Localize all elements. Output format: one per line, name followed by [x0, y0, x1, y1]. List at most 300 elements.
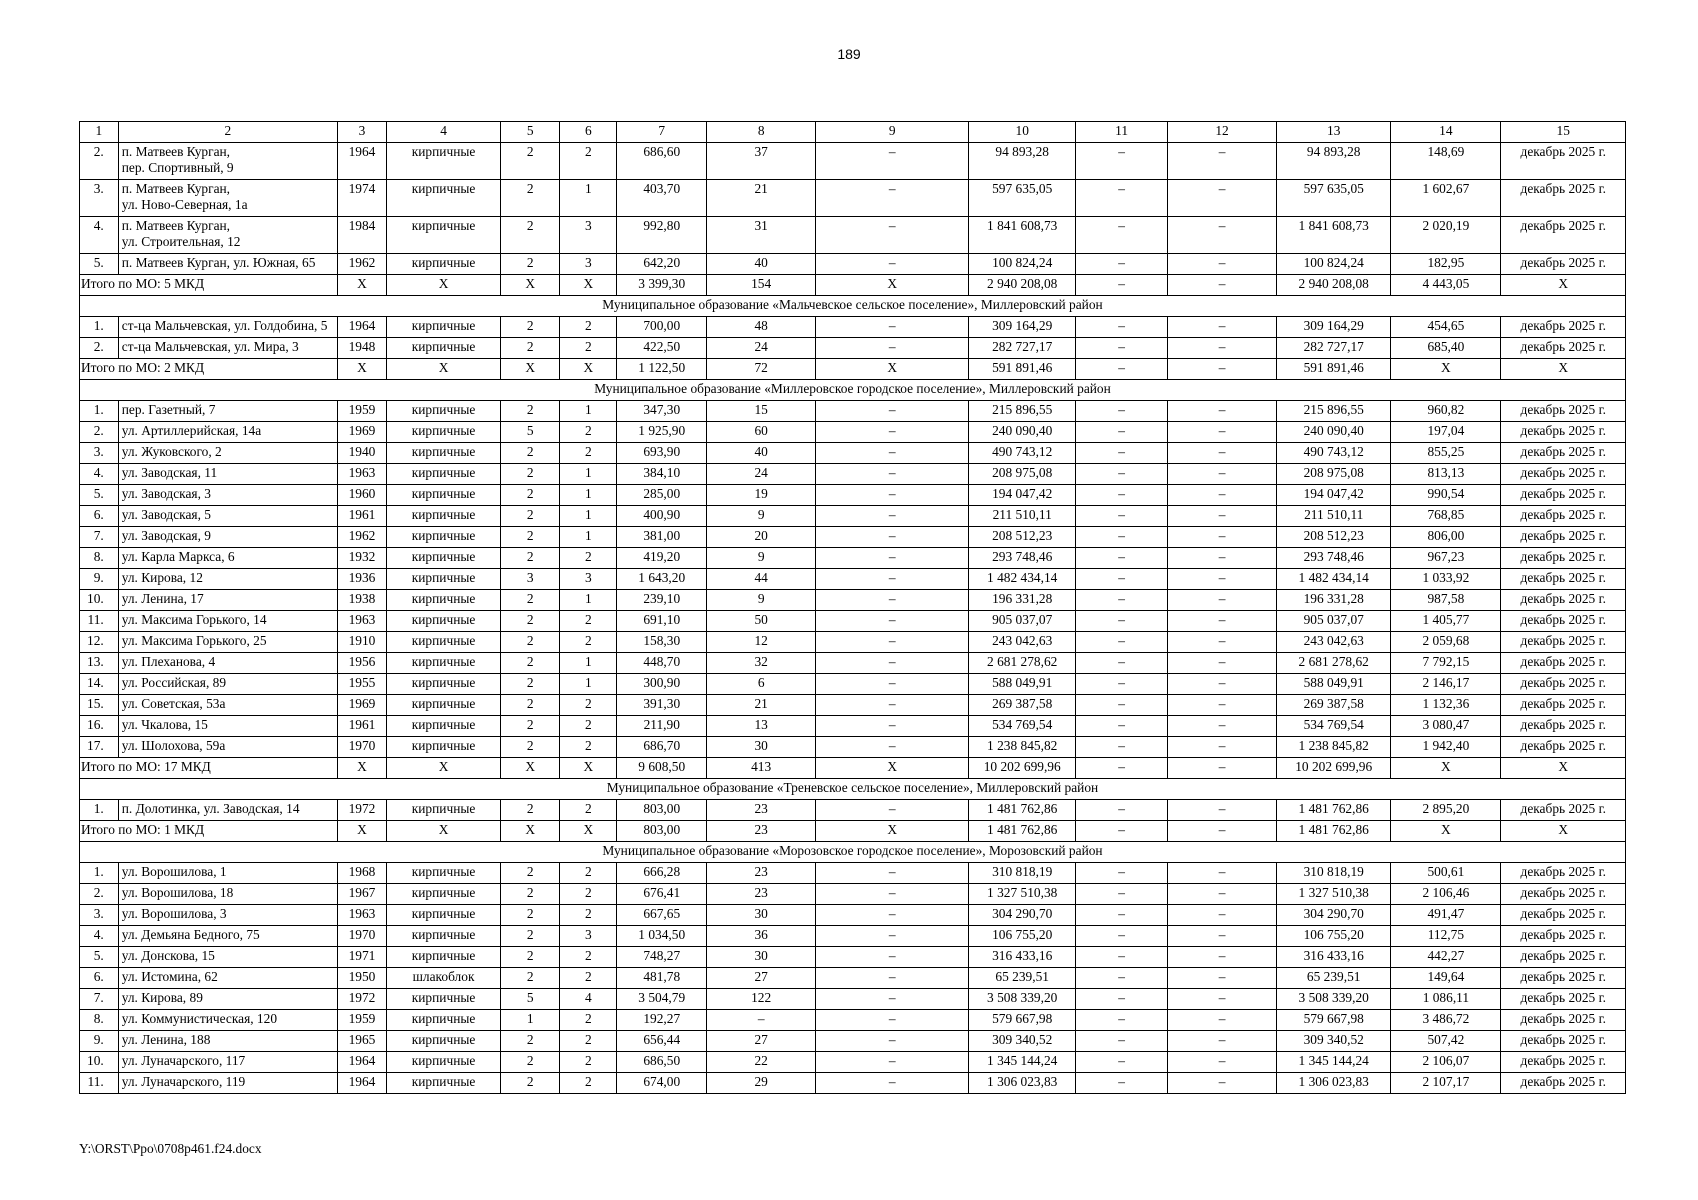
cost-owners: 1 238 845,82: [1277, 737, 1391, 758]
total-total-area: 9 608,50: [617, 758, 707, 779]
wall-material: кирпичные: [386, 1073, 500, 1094]
entrances: 2: [560, 611, 617, 632]
row-number: 7.: [80, 527, 119, 548]
total-label: Итого по МО: 1 МКД: [80, 821, 338, 842]
deadline: декабрь 2025 г.: [1501, 737, 1626, 758]
cost-per-sqm: 1 132,36: [1391, 695, 1501, 716]
total-deadline: X: [1501, 758, 1626, 779]
section-row: [80, 779, 1626, 800]
entrances: 1: [560, 485, 617, 506]
total-year-built: X: [338, 821, 387, 842]
wall-material: кирпичные: [386, 1031, 500, 1052]
cost-total: 588 049,91: [969, 674, 1076, 695]
floors: 2: [501, 527, 560, 548]
total-label: Итого по МО: 17 МКД: [80, 758, 338, 779]
col-9: –: [816, 968, 969, 989]
total-col-11: –: [1076, 758, 1168, 779]
entrances: 3: [560, 569, 617, 590]
floors: 2: [501, 590, 560, 611]
col-12: –: [1168, 674, 1277, 695]
col-12: –: [1168, 401, 1277, 422]
cost-total: 1 327 510,38: [969, 884, 1076, 905]
col-11: –: [1076, 611, 1168, 632]
cost-total: 309 164,29: [969, 317, 1076, 338]
total-col-11: –: [1076, 821, 1168, 842]
cost-owners: 100 824,24: [1277, 254, 1391, 275]
cost-per-sqm: 500,61: [1391, 863, 1501, 884]
col-12: –: [1168, 695, 1277, 716]
year-built: 1968: [338, 863, 387, 884]
total-wall-material: X: [386, 821, 500, 842]
col-9: –: [816, 632, 969, 653]
year-built: 1962: [338, 254, 387, 275]
col-9: –: [816, 317, 969, 338]
cost-owners: 1 327 510,38: [1277, 884, 1391, 905]
total-area: 674,00: [617, 1073, 707, 1094]
year-built: 1910: [338, 632, 387, 653]
floors: 2: [501, 674, 560, 695]
residents: 29: [707, 1073, 816, 1094]
address: ул. Ворошилова, 3: [118, 905, 337, 926]
table-row: [80, 569, 1626, 590]
cost-per-sqm: 806,00: [1391, 527, 1501, 548]
floors: 2: [501, 548, 560, 569]
col-11: –: [1076, 317, 1168, 338]
col-9: –: [816, 1031, 969, 1052]
header-cell: 2: [118, 122, 337, 143]
cost-per-sqm: 3 486,72: [1391, 1010, 1501, 1031]
row-number: 5.: [80, 485, 119, 506]
col-11: –: [1076, 926, 1168, 947]
total-row: [80, 821, 1626, 842]
total-total-area: 803,00: [617, 821, 707, 842]
col-9: –: [816, 695, 969, 716]
header-cell: 14: [1391, 122, 1501, 143]
total-cost-per-sqm: X: [1391, 821, 1501, 842]
col-12: –: [1168, 485, 1277, 506]
table-row: [80, 317, 1626, 338]
entrances: 2: [560, 905, 617, 926]
cost-owners: 106 755,20: [1277, 926, 1391, 947]
col-9: –: [816, 422, 969, 443]
total-cost-total: 1 481 762,86: [969, 821, 1076, 842]
cost-owners: 94 893,28: [1277, 143, 1391, 180]
year-built: 1959: [338, 1010, 387, 1031]
col-9: –: [816, 506, 969, 527]
floors: 2: [501, 653, 560, 674]
year-built: 1974: [338, 180, 387, 217]
cost-per-sqm: 1 033,92: [1391, 569, 1501, 590]
total-area: 693,90: [617, 443, 707, 464]
year-built: 1936: [338, 569, 387, 590]
cost-per-sqm: 507,42: [1391, 1031, 1501, 1052]
deadline: декабрь 2025 г.: [1501, 905, 1626, 926]
col-11: –: [1076, 180, 1168, 217]
cost-owners: 1 345 144,24: [1277, 1052, 1391, 1073]
year-built: 1932: [338, 548, 387, 569]
entrances: 1: [560, 180, 617, 217]
year-built: 1938: [338, 590, 387, 611]
total-row: [80, 359, 1626, 380]
col-11: –: [1076, 527, 1168, 548]
table-row: [80, 989, 1626, 1010]
col-11: –: [1076, 143, 1168, 180]
address: ул. Заводская, 9: [118, 527, 337, 548]
header-cell: 7: [617, 122, 707, 143]
entrances: 2: [560, 863, 617, 884]
total-area: 656,44: [617, 1031, 707, 1052]
year-built: 1950: [338, 968, 387, 989]
header-cell: 15: [1501, 122, 1626, 143]
wall-material: кирпичные: [386, 716, 500, 737]
col-9: –: [816, 800, 969, 821]
total-area: 748,27: [617, 947, 707, 968]
entrances: 3: [560, 254, 617, 275]
address: ул. Кирова, 89: [118, 989, 337, 1010]
cost-total: 1 345 144,24: [969, 1052, 1076, 1073]
col-9: –: [816, 653, 969, 674]
cost-per-sqm: 855,25: [1391, 443, 1501, 464]
year-built: 1940: [338, 443, 387, 464]
address: ул. Максима Горького, 14: [118, 611, 337, 632]
col-11: –: [1076, 217, 1168, 254]
col-12: –: [1168, 590, 1277, 611]
cost-total: 905 037,07: [969, 611, 1076, 632]
entrances: 2: [560, 338, 617, 359]
row-number: 2.: [80, 422, 119, 443]
entrances: 2: [560, 143, 617, 180]
floors: 2: [501, 180, 560, 217]
residents: 23: [707, 800, 816, 821]
table-row: [80, 1052, 1626, 1073]
total-cost-per-sqm: X: [1391, 359, 1501, 380]
header-cell: 12: [1168, 122, 1277, 143]
col-12: –: [1168, 254, 1277, 275]
address: п. Матвеев Курган, ул. Южная, 65: [118, 254, 337, 275]
residents: 12: [707, 632, 816, 653]
deadline: декабрь 2025 г.: [1501, 143, 1626, 180]
entrances: 2: [560, 1052, 617, 1073]
col-11: –: [1076, 905, 1168, 926]
cost-total: 211 510,11: [969, 506, 1076, 527]
col-12: –: [1168, 506, 1277, 527]
address: п. Матвеев Курган, ул. Ново-Северная, 1а: [118, 180, 337, 217]
total-total-area: 1 122,50: [617, 359, 707, 380]
deadline: декабрь 2025 г.: [1501, 800, 1626, 821]
col-9: –: [816, 1052, 969, 1073]
cost-total: 94 893,28: [969, 143, 1076, 180]
deadline: декабрь 2025 г.: [1501, 217, 1626, 254]
total-col-9: X: [816, 758, 969, 779]
section-row: [80, 380, 1626, 401]
residents: 27: [707, 1031, 816, 1052]
wall-material: кирпичные: [386, 590, 500, 611]
address: п. Матвеев Курган, ул. Строительная, 12: [118, 217, 337, 254]
residents: 40: [707, 254, 816, 275]
total-deadline: X: [1501, 275, 1626, 296]
deadline: декабрь 2025 г.: [1501, 317, 1626, 338]
section-title: Муниципальное образование «Мальчевское сельское поселение», Миллеровский район: [80, 296, 1626, 317]
address: ул. Кирова, 12: [118, 569, 337, 590]
table-row: [80, 527, 1626, 548]
floors: 1: [501, 1010, 560, 1031]
address: ул. Советская, 53а: [118, 695, 337, 716]
row-number: 5.: [80, 947, 119, 968]
cost-owners: 588 049,91: [1277, 674, 1391, 695]
row-number: 16.: [80, 716, 119, 737]
floors: 2: [501, 317, 560, 338]
cost-total: 2 681 278,62: [969, 653, 1076, 674]
header-cell: 11: [1076, 122, 1168, 143]
wall-material: кирпичные: [386, 905, 500, 926]
wall-material: кирпичные: [386, 527, 500, 548]
residents: 30: [707, 947, 816, 968]
header-cell: 8: [707, 122, 816, 143]
deadline: декабрь 2025 г.: [1501, 632, 1626, 653]
residents: 13: [707, 716, 816, 737]
table-row: [80, 695, 1626, 716]
year-built: 1964: [338, 143, 387, 180]
row-number: 11.: [80, 1073, 119, 1094]
cost-owners: 208 512,23: [1277, 527, 1391, 548]
header-cell: 13: [1277, 122, 1391, 143]
cost-owners: 211 510,11: [1277, 506, 1391, 527]
table-row: [80, 1073, 1626, 1094]
total-area: 403,70: [617, 180, 707, 217]
total-floors: X: [501, 275, 560, 296]
cost-per-sqm: 1 942,40: [1391, 737, 1501, 758]
col-12: –: [1168, 653, 1277, 674]
address: ул. Ворошилова, 1: [118, 863, 337, 884]
col-9: –: [816, 1073, 969, 1094]
floors: 2: [501, 968, 560, 989]
deadline: декабрь 2025 г.: [1501, 674, 1626, 695]
total-area: 192,27: [617, 1010, 707, 1031]
residents: 31: [707, 217, 816, 254]
address: ул. Коммунистическая, 120: [118, 1010, 337, 1031]
address: ул. Заводская, 5: [118, 506, 337, 527]
total-col-12: –: [1168, 275, 1277, 296]
total-area: 400,90: [617, 506, 707, 527]
table-row: [80, 653, 1626, 674]
total-label: Итого по МО: 2 МКД: [80, 359, 338, 380]
total-area: 691,10: [617, 611, 707, 632]
floors: 2: [501, 485, 560, 506]
col-9: –: [816, 180, 969, 217]
col-11: –: [1076, 464, 1168, 485]
total-year-built: X: [338, 758, 387, 779]
total-area: 686,50: [617, 1052, 707, 1073]
year-built: 1964: [338, 1052, 387, 1073]
table-row: [80, 716, 1626, 737]
col-9: –: [816, 926, 969, 947]
total-area: 285,00: [617, 485, 707, 506]
deadline: декабрь 2025 г.: [1501, 947, 1626, 968]
cost-owners: 534 769,54: [1277, 716, 1391, 737]
entrances: 2: [560, 632, 617, 653]
col-9: –: [816, 947, 969, 968]
wall-material: кирпичные: [386, 737, 500, 758]
table-row: [80, 338, 1626, 359]
year-built: 1972: [338, 800, 387, 821]
col-12: –: [1168, 143, 1277, 180]
total-col-11: –: [1076, 275, 1168, 296]
total-cost-total: 10 202 699,96: [969, 758, 1076, 779]
entrances: 2: [560, 548, 617, 569]
total-col-12: –: [1168, 758, 1277, 779]
col-11: –: [1076, 863, 1168, 884]
header-cell: 5: [501, 122, 560, 143]
address: ул. Ленина, 188: [118, 1031, 337, 1052]
residents: 60: [707, 422, 816, 443]
floors: 2: [501, 926, 560, 947]
year-built: 1963: [338, 905, 387, 926]
col-11: –: [1076, 632, 1168, 653]
cost-total: 106 755,20: [969, 926, 1076, 947]
total-cost-per-sqm: X: [1391, 758, 1501, 779]
total-deadline: X: [1501, 359, 1626, 380]
residents: 24: [707, 464, 816, 485]
table-row: [80, 674, 1626, 695]
cost-total: 579 667,98: [969, 1010, 1076, 1031]
total-area: 803,00: [617, 800, 707, 821]
row-number: 12.: [80, 632, 119, 653]
cost-owners: 309 164,29: [1277, 317, 1391, 338]
total-area: 419,20: [617, 548, 707, 569]
year-built: 1963: [338, 464, 387, 485]
cost-per-sqm: 990,54: [1391, 485, 1501, 506]
total-cost-owners: 10 202 699,96: [1277, 758, 1391, 779]
table-body: [80, 122, 1626, 1094]
deadline: декабрь 2025 г.: [1501, 338, 1626, 359]
floors: 3: [501, 569, 560, 590]
col-11: –: [1076, 737, 1168, 758]
total-cost-owners: 2 940 208,08: [1277, 275, 1391, 296]
cost-total: 282 727,17: [969, 338, 1076, 359]
total-total-area: 3 399,30: [617, 275, 707, 296]
header-cell: 1: [80, 122, 119, 143]
cost-per-sqm: 1 086,11: [1391, 989, 1501, 1010]
cost-total: 1 482 434,14: [969, 569, 1076, 590]
deadline: декабрь 2025 г.: [1501, 443, 1626, 464]
cost-owners: 1 481 762,86: [1277, 800, 1391, 821]
total-entrances: X: [560, 821, 617, 842]
wall-material: кирпичные: [386, 143, 500, 180]
row-number: 8.: [80, 548, 119, 569]
total-col-12: –: [1168, 821, 1277, 842]
table-row: [80, 254, 1626, 275]
wall-material: кирпичные: [386, 800, 500, 821]
cost-total: 304 290,70: [969, 905, 1076, 926]
year-built: 1960: [338, 485, 387, 506]
col-11: –: [1076, 1052, 1168, 1073]
col-11: –: [1076, 569, 1168, 590]
entrances: 2: [560, 1073, 617, 1094]
total-residents: 23: [707, 821, 816, 842]
cost-per-sqm: 960,82: [1391, 401, 1501, 422]
cost-per-sqm: 182,95: [1391, 254, 1501, 275]
row-number: 9.: [80, 1031, 119, 1052]
deadline: декабрь 2025 г.: [1501, 422, 1626, 443]
header-cell: 10: [969, 122, 1076, 143]
housing-table: [79, 121, 1626, 1094]
col-12: –: [1168, 800, 1277, 821]
entrances: 2: [560, 947, 617, 968]
year-built: 1961: [338, 506, 387, 527]
floors: 2: [501, 884, 560, 905]
page-number: 189: [837, 46, 861, 62]
wall-material: кирпичные: [386, 485, 500, 506]
col-11: –: [1076, 968, 1168, 989]
cost-owners: 208 975,08: [1277, 464, 1391, 485]
residents: 122: [707, 989, 816, 1010]
row-number: 13.: [80, 653, 119, 674]
total-area: 1 925,90: [617, 422, 707, 443]
total-col-12: –: [1168, 359, 1277, 380]
residents: 15: [707, 401, 816, 422]
row-number: 10.: [80, 590, 119, 611]
deadline: декабрь 2025 г.: [1501, 180, 1626, 217]
cost-total: 196 331,28: [969, 590, 1076, 611]
col-11: –: [1076, 989, 1168, 1010]
floors: 2: [501, 611, 560, 632]
row-number: 7.: [80, 989, 119, 1010]
cost-owners: 240 090,40: [1277, 422, 1391, 443]
col-11: –: [1076, 590, 1168, 611]
total-col-9: X: [816, 359, 969, 380]
total-row: [80, 758, 1626, 779]
address: ул. Артиллерийская, 14а: [118, 422, 337, 443]
residents: 23: [707, 863, 816, 884]
wall-material: кирпичные: [386, 653, 500, 674]
entrances: 3: [560, 926, 617, 947]
deadline: декабрь 2025 г.: [1501, 695, 1626, 716]
address: п. Долотинка, ул. Заводская, 14: [118, 800, 337, 821]
wall-material: кирпичные: [386, 443, 500, 464]
table-row: [80, 548, 1626, 569]
col-12: –: [1168, 989, 1277, 1010]
residents: 44: [707, 569, 816, 590]
cost-owners: 196 331,28: [1277, 590, 1391, 611]
col-12: –: [1168, 1010, 1277, 1031]
cost-per-sqm: 2 020,19: [1391, 217, 1501, 254]
floors: 2: [501, 1031, 560, 1052]
table-row: [80, 863, 1626, 884]
col-9: –: [816, 989, 969, 1010]
row-number: 4.: [80, 217, 119, 254]
col-12: –: [1168, 527, 1277, 548]
total-cost-owners: 1 481 762,86: [1277, 821, 1391, 842]
address: ст-ца Мальчевская, ул. Мира, 3: [118, 338, 337, 359]
table-row: [80, 217, 1626, 254]
cost-per-sqm: 987,58: [1391, 590, 1501, 611]
cost-owners: 3 508 339,20: [1277, 989, 1391, 1010]
col-12: –: [1168, 716, 1277, 737]
year-built: 1969: [338, 422, 387, 443]
header-row: [80, 122, 1626, 143]
total-year-built: X: [338, 275, 387, 296]
total-area: 381,00: [617, 527, 707, 548]
address: п. Матвеев Курган, пер. Спортивный, 9: [118, 143, 337, 180]
col-9: –: [816, 527, 969, 548]
cost-per-sqm: 768,85: [1391, 506, 1501, 527]
col-9: –: [816, 485, 969, 506]
cost-total: 194 047,42: [969, 485, 1076, 506]
entrances: 3: [560, 217, 617, 254]
address: ул. Демьяна Бедного, 75: [118, 926, 337, 947]
table-row: [80, 947, 1626, 968]
row-number: 4.: [80, 926, 119, 947]
